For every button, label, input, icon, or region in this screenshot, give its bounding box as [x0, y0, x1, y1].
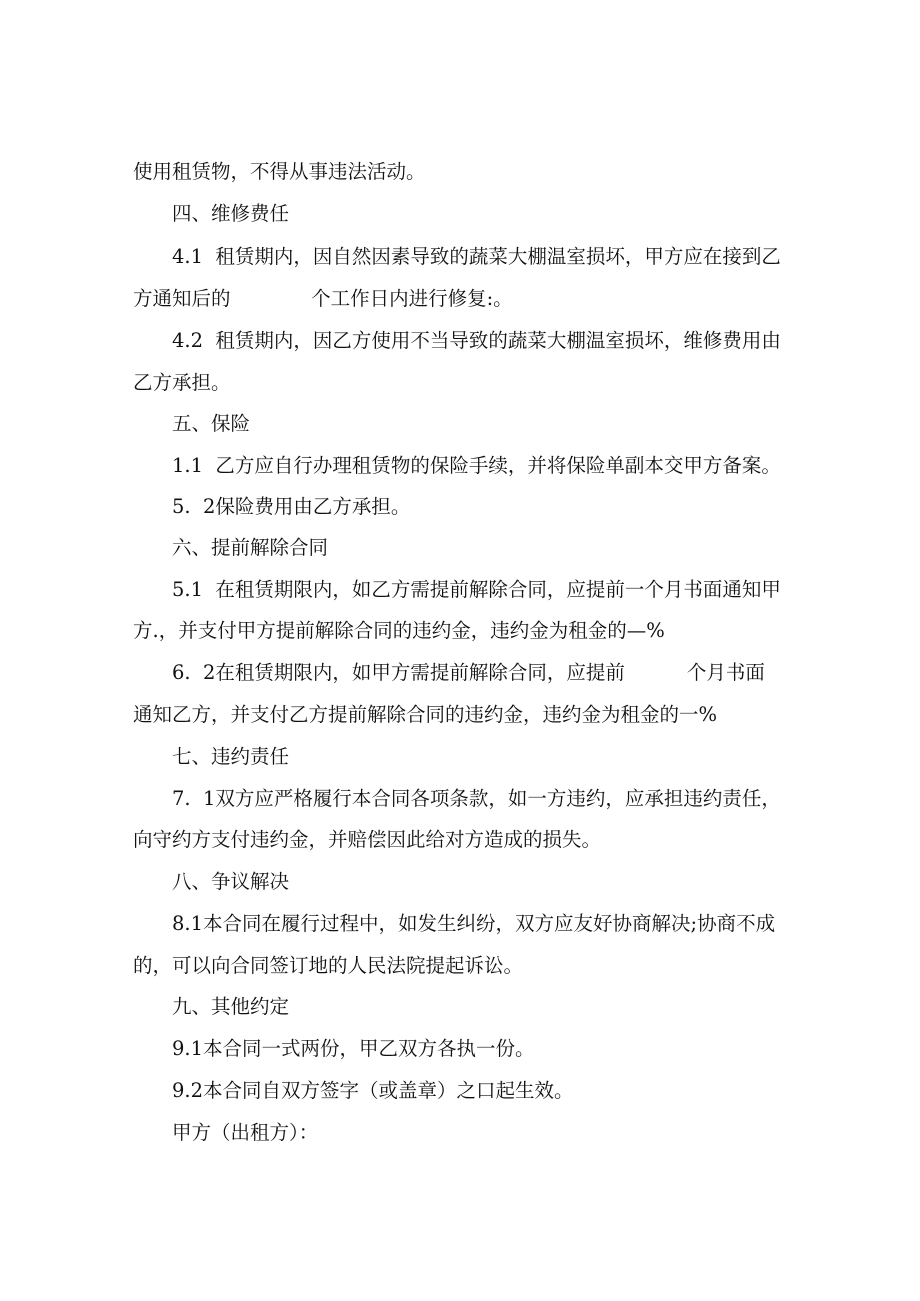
section-heading-breach: 七、违约责任 [172, 745, 290, 768]
section-heading-dispute: 八、争议解决 [172, 870, 290, 893]
clause-8-1-line-2: 的，可以向合同签订地的人民法院提起诉讼。 [133, 954, 524, 977]
clause-5-2-line: 5. 2保险费用由乙方承担。 [172, 495, 411, 518]
clause-9-2-line: 9.2本合同自双方签字（或盖章）之口起生效。 [172, 1079, 574, 1102]
clause-7-1-line-1: 7. 1双方应严格履行本合同各项条款，如一方违约，应承担违约责任， [172, 787, 781, 810]
clause-5-1-line-1: 5.1 在租赁期限内，如乙方需提前解除合同，应提前一个月书面通知甲 [172, 578, 781, 601]
clause-8-1-line-1: 8.1本合同在履行过程中，如发生纠纷，双方应友好协商解决;协商不成 [172, 912, 776, 935]
party-a-signature-label: 甲方（出租方）： [172, 1121, 319, 1144]
clause-4-1-line-1: 4.1 租赁期内，因自然因素导致的蔬菜大棚温室损坏，甲方应在接到乙 [172, 245, 781, 268]
section-heading-other: 九、其他约定 [172, 995, 290, 1018]
clause-4-2-line-2: 乙方承担。 [133, 371, 231, 394]
paragraph-line: 使用租赁物，不得从事违法活动。 [133, 160, 426, 183]
clause-6-2-line-1: 6. 2在租赁期限内，如甲方需提前解除合同，应提前 个月书面 [172, 661, 765, 684]
clause-4-2-line-1: 4.2 租赁期内，因乙方使用不当导致的蔬菜大棚温室损坏，维修费用由 [172, 329, 781, 352]
section-heading-early-termination: 六、提前解除合同 [172, 536, 329, 559]
clause-1-1-line: 1.1 乙方应自行办理租赁物的保险手续，并将保险单副本交甲方备案。 [172, 454, 781, 477]
clause-4-1-line-2: 方通知后的 个工作日内进行修复:。 [133, 287, 513, 310]
section-heading-maintenance: 四、维修费任 [172, 202, 290, 225]
clause-7-1-line-2: 向守约方支付违约金，并赔偿因此给对方造成的损失。 [133, 828, 602, 851]
clause-9-1-line: 9.1本合同一式两份，甲乙双方各执一份。 [172, 1037, 535, 1060]
clause-6-2-line-2: 通知乙方，并支付乙方提前解除合同的违约金，违约金为租金的一% [133, 703, 718, 726]
clause-5-1-line-2: 方.，并支付甲方提前解除合同的违约金，违约金为租金的—% [133, 619, 665, 642]
section-heading-insurance: 五、保险 [172, 412, 251, 435]
